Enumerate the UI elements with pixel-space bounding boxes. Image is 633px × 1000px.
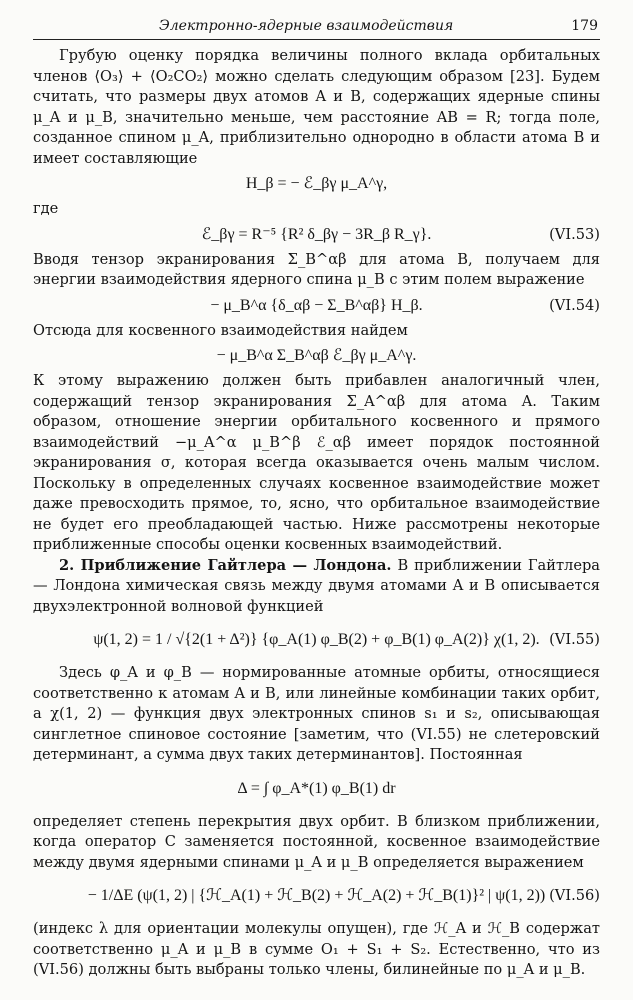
equation-number: (VI.56)	[549, 887, 600, 904]
equation-number: (VI.54)	[549, 296, 600, 314]
paragraph-overlap-degree: определяет степень перекрытия двух орбит. В близком приближении, когда оператор C заменяется постоянной, косвенное взаимодействие между двумя ядерными спинами μ_A и μ_B определяется выражением	[33, 812, 600, 871]
paragraph-indirect: Отсюда для косвенного взаимодействия найдем	[33, 321, 408, 339]
paragraph-heitler-london	[33, 556, 600, 618]
equation-overlap	[33, 766, 600, 812]
equation-body: ψ(1, 2) = 1 / √{2(1 + Δ²)} {φ_A(1) φ_B(2) + φ_B(1) φ_A(2)} χ(1, 2).	[93, 631, 540, 648]
equation-body: ℰ_βγ = R⁻⁵ {R² δ_βγ − 3R_β R_γ}.	[201, 225, 432, 243]
equation-vi-54	[33, 291, 600, 321]
equation-body: Δ = ∫ φ_A*(1) φ_B(1) dr	[237, 779, 396, 797]
equation-vi-55	[33, 617, 600, 663]
equation-body: − μ_B^α Σ_B^αβ ℰ_βγ μ_A^γ.	[216, 347, 417, 364]
equation-body: − 1/ΔE (ψ(1, 2) | {ℋ_A(1) + ℋ_B(2) + ℋ_A(2) + ℋ_B(1)}² | ψ(1, 2))	[87, 887, 546, 904]
paragraph-orbitals: Здесь φ_A и φ_B — нормированные атомные орбиты, относящиеся соответственно к атомам A и B, или линейные комбинации таких орбит, а χ(1, 2) — функция двух электронных спинов s₁ и s₂, описывающая синглетное спиновое состояние [заметим, что (VI.55) не слетеровский детерминант, а сумма двух таких детерминантов]. Постоянная	[33, 664, 600, 763]
equation-body: − μ_B^α {δ_αβ − Σ_B^αβ} H_β.	[210, 296, 423, 314]
equation-vi-53	[33, 220, 600, 250]
equation-indirect-term	[33, 341, 600, 371]
paragraph-shielding-tensor: Вводя тензор экранирования Σ_B^αβ для атома B, получаем для энергии взаимодействия ядерного спина μ_B с этим полем выражение	[33, 250, 600, 288]
section-heading: 2. Приближение Гайтлера — Лондона.	[59, 556, 392, 574]
paragraph-bilinear-terms: (индекс λ для ориентации молекулы опущен), где ℋ_A и ℋ_B содержат соответственно μ_A и μ_B в сумме O₁ + S₁ + S₂. Естественно, что из (VI.56) должны быть выбраны только члены, билинейные по μ_A и μ_B.	[33, 920, 600, 978]
running-header	[33, 0, 600, 40]
paragraph-shielding-ratio: К этому выражению должен быть прибавлен аналогичный член, содержащий тензор экранирования Σ_A^αβ для атома A. Таким образом, отношение энергии орбитального косвенного и прямого взаимодействий −μ_A^α μ_B^β ℰ_αβ имеет порядок постоянной экранирования σ, которая всегда оказывается очень малым числом. Поскольку в определенных случаях косвенное взаимодействие может даже превосходить прямое, то, ясно, что орбитальное взаимодействие не будет его преобладающей частью. Ниже рассмотрены некоторые приближенные способы оценки косвенных взаимодействий.	[33, 372, 600, 553]
paragraph-where: где	[33, 200, 59, 217]
running-title: Электронно-ядерные взаимодействия	[159, 17, 454, 34]
equation-body: H_β = − ℰ_βγ μ_A^γ,	[245, 175, 388, 192]
equation-field-component	[33, 169, 600, 199]
paragraph-text: В приближении Гайтлера — Лондона химическая связь между двумя атомами A и B описывается двухэлектронной волновой функцией	[33, 556, 601, 615]
paragraph-orbital-estimate: Грубую оценку порядка величины полного вклада орбитальных членов ⟨O₃⟩ + ⟨O₂CO₂⟩ можно сделать следующим образом [23]. Будем считать, что размеры двух атомов A и B, содержащих ядерные спины μ_A и μ_B, значительно меньше, чем расстояние AB = R; тогда поле, созданное спином μ_A, приблизительно однородно в области атома B и имеет составляющие	[33, 47, 600, 167]
equation-vi-56	[33, 873, 600, 919]
page-number: 179	[571, 17, 598, 34]
equation-number: (VI.55)	[549, 631, 600, 648]
equation-number: (VI.53)	[549, 225, 600, 243]
